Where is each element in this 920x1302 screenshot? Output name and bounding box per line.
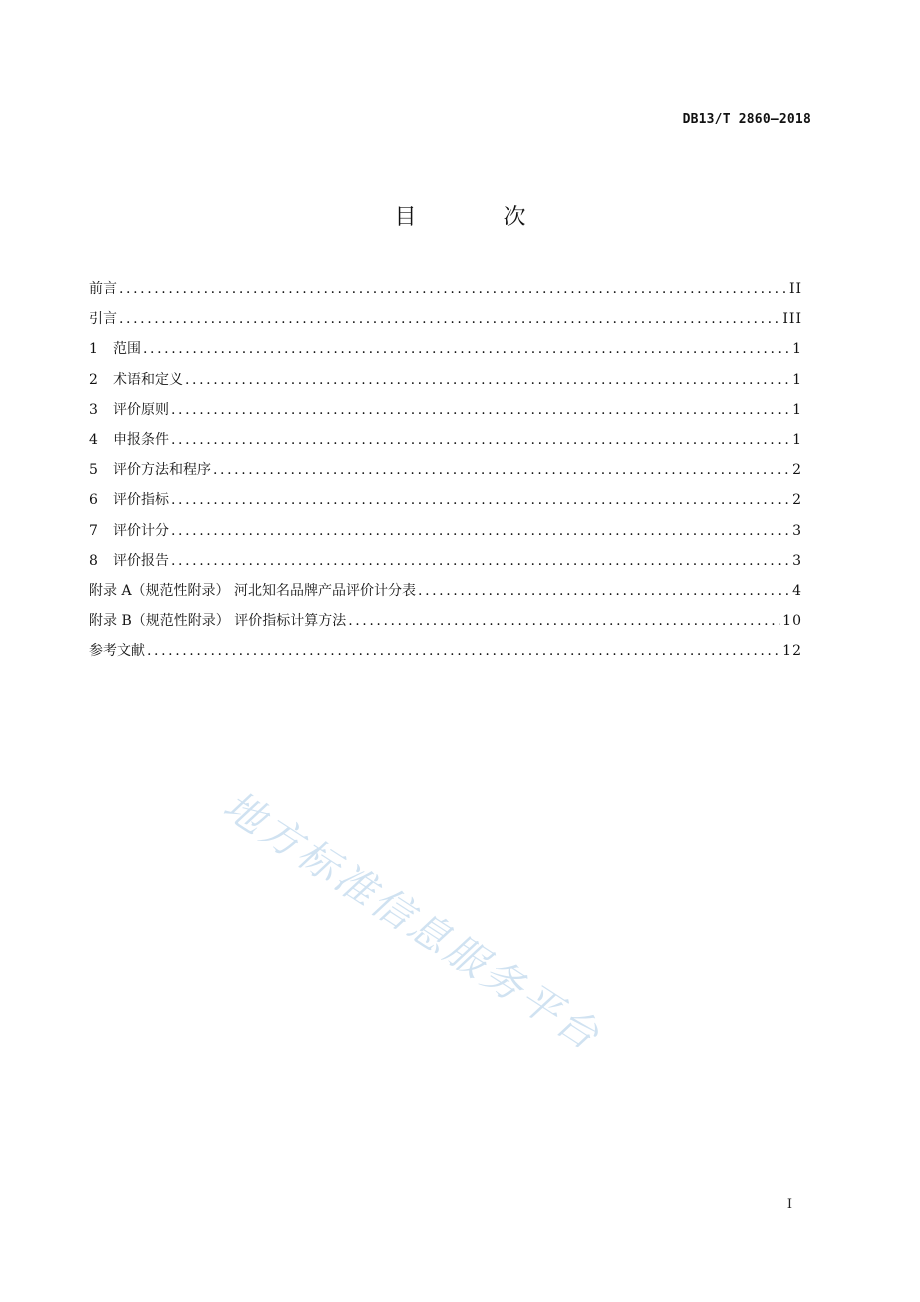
toc-dot-leader [213,459,790,481]
toc-entry-label: 范围 [113,341,141,358]
toc-dot-leader [348,610,780,632]
toc-entry-scope[interactable] [89,338,802,368]
toc-entry-principles[interactable] [89,399,802,429]
toc-dot-leader [119,278,787,300]
toc-entry-label: 评价原则 [113,401,169,418]
toc-entry-page: 12 [782,643,802,660]
toc-dot-leader [171,399,790,421]
toc-entry-page: 1 [792,431,802,448]
toc-entry-methods[interactable] [89,459,802,489]
toc-entry-page: 3 [792,522,802,539]
toc-entry-page: 1 [792,371,802,388]
toc-entry-page: 3 [792,552,802,569]
toc-dot-leader [143,338,790,360]
toc-entry-report[interactable] [89,550,802,580]
toc-entry-label: 引言 [89,311,117,328]
toc-entry-appendix-b[interactable] [89,610,802,640]
toc-entry-label: 前言 [89,281,117,297]
toc-dot-leader [171,429,790,451]
toc-entry-number: 4 [89,431,98,448]
toc-entry-references[interactable] [89,640,802,670]
toc-entry-indicators[interactable] [89,489,802,519]
toc-entry-page: 4 [792,582,802,599]
toc-entry-label: 附录 B（规范性附录） 评价指标计算方法 [89,613,347,630]
toc-dot-leader [418,580,790,602]
toc-entry-number: 1 [89,341,98,358]
toc-entry-label: 评价指标 [113,492,169,509]
toc-entry-page: 1 [792,401,802,418]
toc-entry-scoring[interactable] [89,520,802,550]
watermark: 地方标准信息服务平台 [215,782,610,1061]
toc-entry-number: 8 [89,552,98,569]
toc-dot-leader [171,489,790,511]
toc-title: 目 次 [394,205,566,230]
toc-entry-terms[interactable] [89,369,802,399]
toc-dot-leader [185,369,790,391]
toc-entry-page: III [782,311,802,328]
toc-entry-number: 2 [89,371,98,388]
page-number: I [786,1197,792,1212]
toc-entry-page: 2 [792,462,802,479]
toc-entry-label: 申报条件 [113,431,169,448]
toc-entry-label: 评价计分 [113,522,169,539]
toc-entry-number: 3 [89,401,98,418]
toc-entry-page: II [788,281,802,297]
toc-entry-number: 5 [89,462,98,479]
toc-entry-preface[interactable] [89,278,802,308]
toc-entry-label: 评价方法和程序 [113,462,211,479]
toc-entry-introduction[interactable] [89,308,802,338]
toc-entry-conditions[interactable] [89,429,802,459]
toc-entry-page: 10 [782,613,802,630]
toc-list [89,278,802,670]
toc-entry-label: 参考文献 [89,643,145,660]
toc-dot-leader [119,308,780,330]
toc-entry-appendix-a[interactable] [89,580,802,610]
document-code: DB13/T 2860—2018 [682,112,811,127]
toc-dot-leader [147,640,780,662]
toc-entry-page: 1 [792,341,802,358]
toc-entry-number: 6 [89,492,98,509]
toc-entry-label: 附录 A（规范性附录） 河北知名品牌产品评价计分表 [89,582,417,599]
toc-entry-number: 7 [89,522,98,539]
toc-entry-page: 2 [792,492,802,509]
toc-entry-label: 术语和定义 [113,371,183,388]
toc-dot-leader [171,550,790,572]
toc-entry-label: 评价报告 [113,552,169,569]
toc-dot-leader [171,520,790,542]
